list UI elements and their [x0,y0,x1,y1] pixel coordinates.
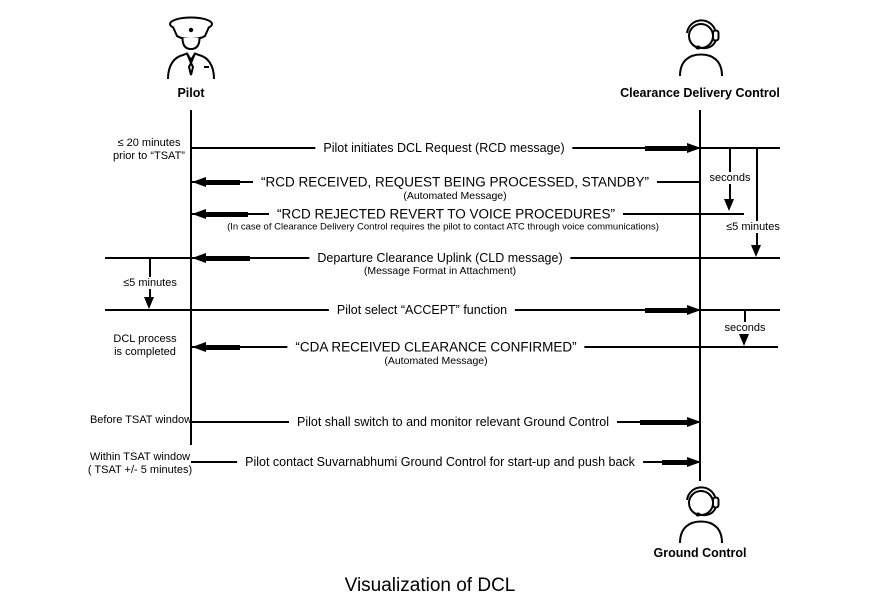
timer-arrow-head [724,199,734,211]
message-text: Pilot initiates DCL Request (RCD message) [315,141,572,155]
arrow-shaft [200,180,240,185]
annotation-within-tsat [88,451,192,477]
arrow-head [192,253,206,263]
annotation-prior-tsat [113,137,185,163]
arrow-shaft [200,212,248,217]
arrow-shaft [640,420,687,425]
timer-seconds-top: seconds [707,172,754,184]
timer-arrow-head [751,245,761,257]
headset-operator-icon [670,485,732,545]
timer-five-minutes-right: ≤5 minutes [723,221,783,233]
annotation-line: Before TSAT window [89,414,193,426]
clearance-delivery-label: Clearance Delivery Control [620,86,780,100]
annotation-before-tsat [90,414,192,427]
message-text: Pilot contact Suvarnabhumi Ground Control for start-up and push back [237,455,643,469]
annotation-line: prior to “TSAT” [113,150,185,162]
arrow-head [687,143,701,153]
arrow-head [687,305,701,315]
message-subtitle: (In case of Clearance Delivery Control requires the pilot to contact ATC through voice communications) [227,221,659,233]
message-text: Departure Clearance Uplink (CLD message) [309,251,570,265]
timer-seconds-bottom: seconds [722,322,769,334]
ground-control-label: Ground Control [653,546,747,560]
arrow-shaft [645,146,687,151]
message-text: “CDA RECEIVED CLEARANCE CONFIRMED” [287,340,584,355]
annotation-line: Within TSAT window [89,451,191,463]
message-subtitle: (Automated Message) [403,190,507,202]
message-subtitle: (Automated Message) [384,355,488,367]
pilot-icon [162,15,220,81]
arrow-shaft [200,256,250,261]
timer-arrow-head [739,334,749,346]
timer-five-minutes-left: ≤5 minutes [120,277,180,289]
annotation-line: ( TSAT +/- 5 minutes) [87,464,193,476]
diagram-title: Visualization of DCL [344,575,516,596]
message-text: Pilot shall switch to and monitor relevant Ground Control [289,415,617,429]
arrow-head [687,417,701,427]
arrow-shaft [200,345,240,350]
annotation-line: DCL process [113,333,177,345]
arrow-head [192,177,206,187]
arrow-shaft [662,460,687,465]
annotation-line: is completed [114,346,176,358]
arrow-head [192,209,206,219]
message-text: Pilot select “ACCEPT” function [329,303,515,317]
pilot-lifeline [190,110,192,445]
message-subtitle: (Message Format in Attachment) [363,265,517,277]
annotation-line: ≤ 20 minutes [117,137,181,149]
arrow-head [192,342,206,352]
annotation-dcl-completed [113,333,176,359]
message-text: “RCD REJECTED REVERT TO VOICE PROCEDURES” [269,207,623,222]
arrow-shaft [645,308,687,313]
pilot-label: Pilot [177,86,205,100]
message-text: “RCD RECEIVED, REQUEST BEING PROCESSED, STANDBY” [253,175,657,190]
timer-arrow-head [144,297,154,309]
headset-operator-icon [670,18,732,78]
arrow-head [687,457,701,467]
